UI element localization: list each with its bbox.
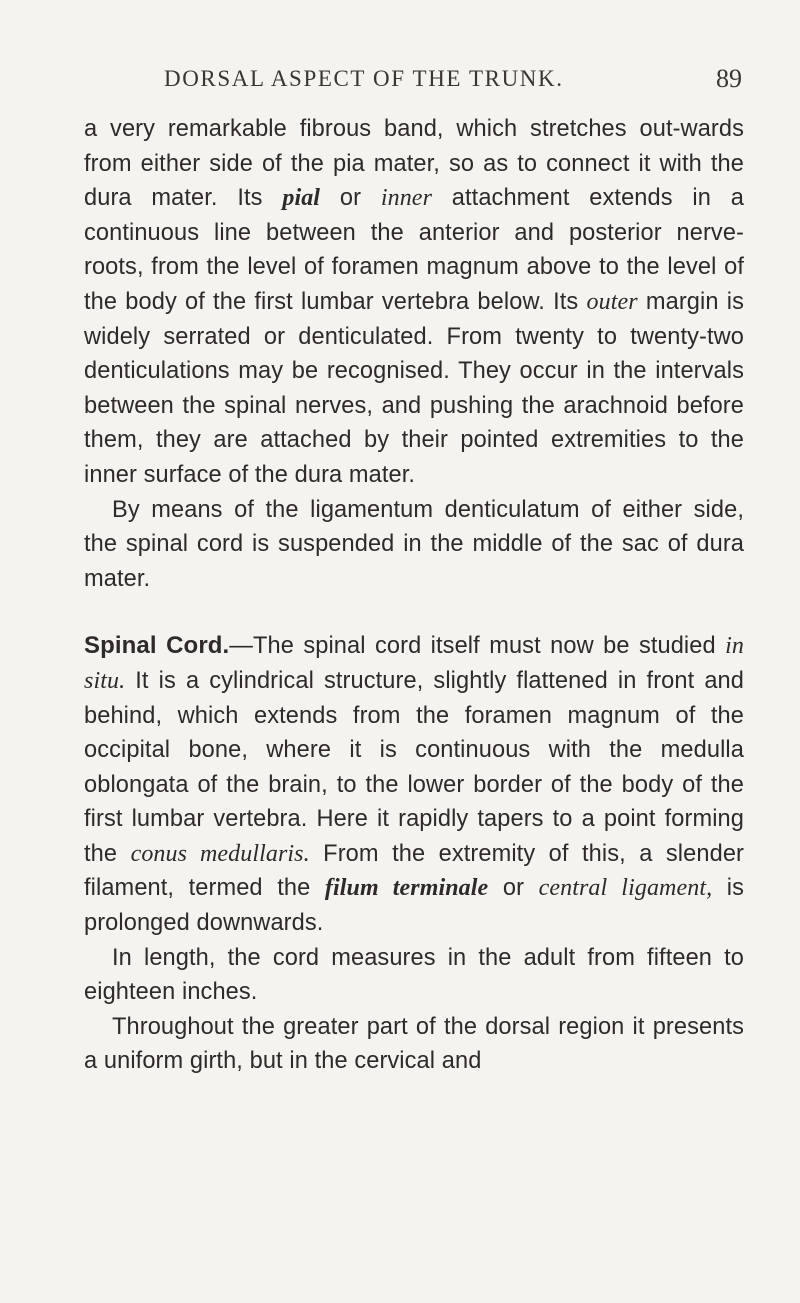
running-title: DORSAL ASPECT OF THE TRUNK. bbox=[164, 66, 564, 91]
text-run: a very remarkable fibrous band, which stretches out-wards from either side of the pia mater, so as to connect it with the dura mater. Its bbox=[84, 116, 744, 212]
paragraph-spinal-cord bbox=[84, 629, 744, 940]
italic-term-inner: inner bbox=[380, 185, 433, 212]
italic-term-central-ligament: central ligament, bbox=[538, 875, 713, 902]
section-heading-spinal-cord: Spinal Cord. bbox=[84, 632, 230, 660]
text-run: attachment extends in a continuous line between the anterior and posterior nerve-roots, from the level of foramen magnum above to the level of the body of the first lumbar vertebra below. Its bbox=[84, 185, 744, 315]
italic-term-pial: pial bbox=[282, 185, 321, 212]
paragraph-suspension bbox=[84, 493, 744, 597]
italic-term-in-situ: in situ. bbox=[84, 633, 744, 694]
page-number: 89 bbox=[716, 64, 742, 93]
italic-term-outer: outer bbox=[586, 288, 638, 315]
text-run: From the extremity of this, a slender filament, termed the bbox=[84, 840, 744, 902]
text-run: or bbox=[488, 875, 539, 902]
text-run: Throughout the greater part of the dorsal region it presents a uniform girth, but in the cervical and bbox=[84, 1013, 744, 1075]
running-header bbox=[84, 66, 744, 106]
text-run: margin is widely serrated or denticulated. From twenty to twenty-two denticulations may be recognised. They occur in the intervals between the spinal nerves, and pushing the arachnoid before them, they are attached by their pointed extremities to the inner surface of the dura mater. bbox=[84, 288, 744, 488]
text-run: is prolonged downwards. bbox=[84, 875, 745, 937]
text-run: It is a cylindrical structure, slightly flattened in front and behind, which extends from the foramen magnum of the occipital bone, where it is continuous with the medulla oblongata of the brain, to the lower border of the body of the first lumbar vertebra. Here it rapidly tapers to a point forming the bbox=[84, 667, 744, 867]
italic-term-conus-medullaris: conus medullaris. bbox=[130, 840, 310, 867]
text-run: In length, the cord measures in the adult from fifteen to eighteen inches. bbox=[84, 944, 744, 1006]
text-run: or bbox=[320, 185, 381, 212]
paragraph-girth bbox=[84, 1010, 744, 1079]
paragraph-length bbox=[84, 941, 744, 1010]
body-text bbox=[84, 112, 744, 1079]
paragraph-ligamentum-denticulatum bbox=[84, 112, 744, 493]
text-run: By means of the ligamentum denticulatum of either side, the spinal cord is suspended in the middle of the sac of dura mater. bbox=[84, 496, 744, 592]
italic-term-filum-terminale: filum terminale bbox=[324, 875, 489, 902]
text-run: —The spinal cord itself must now be studied bbox=[229, 633, 726, 660]
section-gap bbox=[84, 596, 744, 629]
